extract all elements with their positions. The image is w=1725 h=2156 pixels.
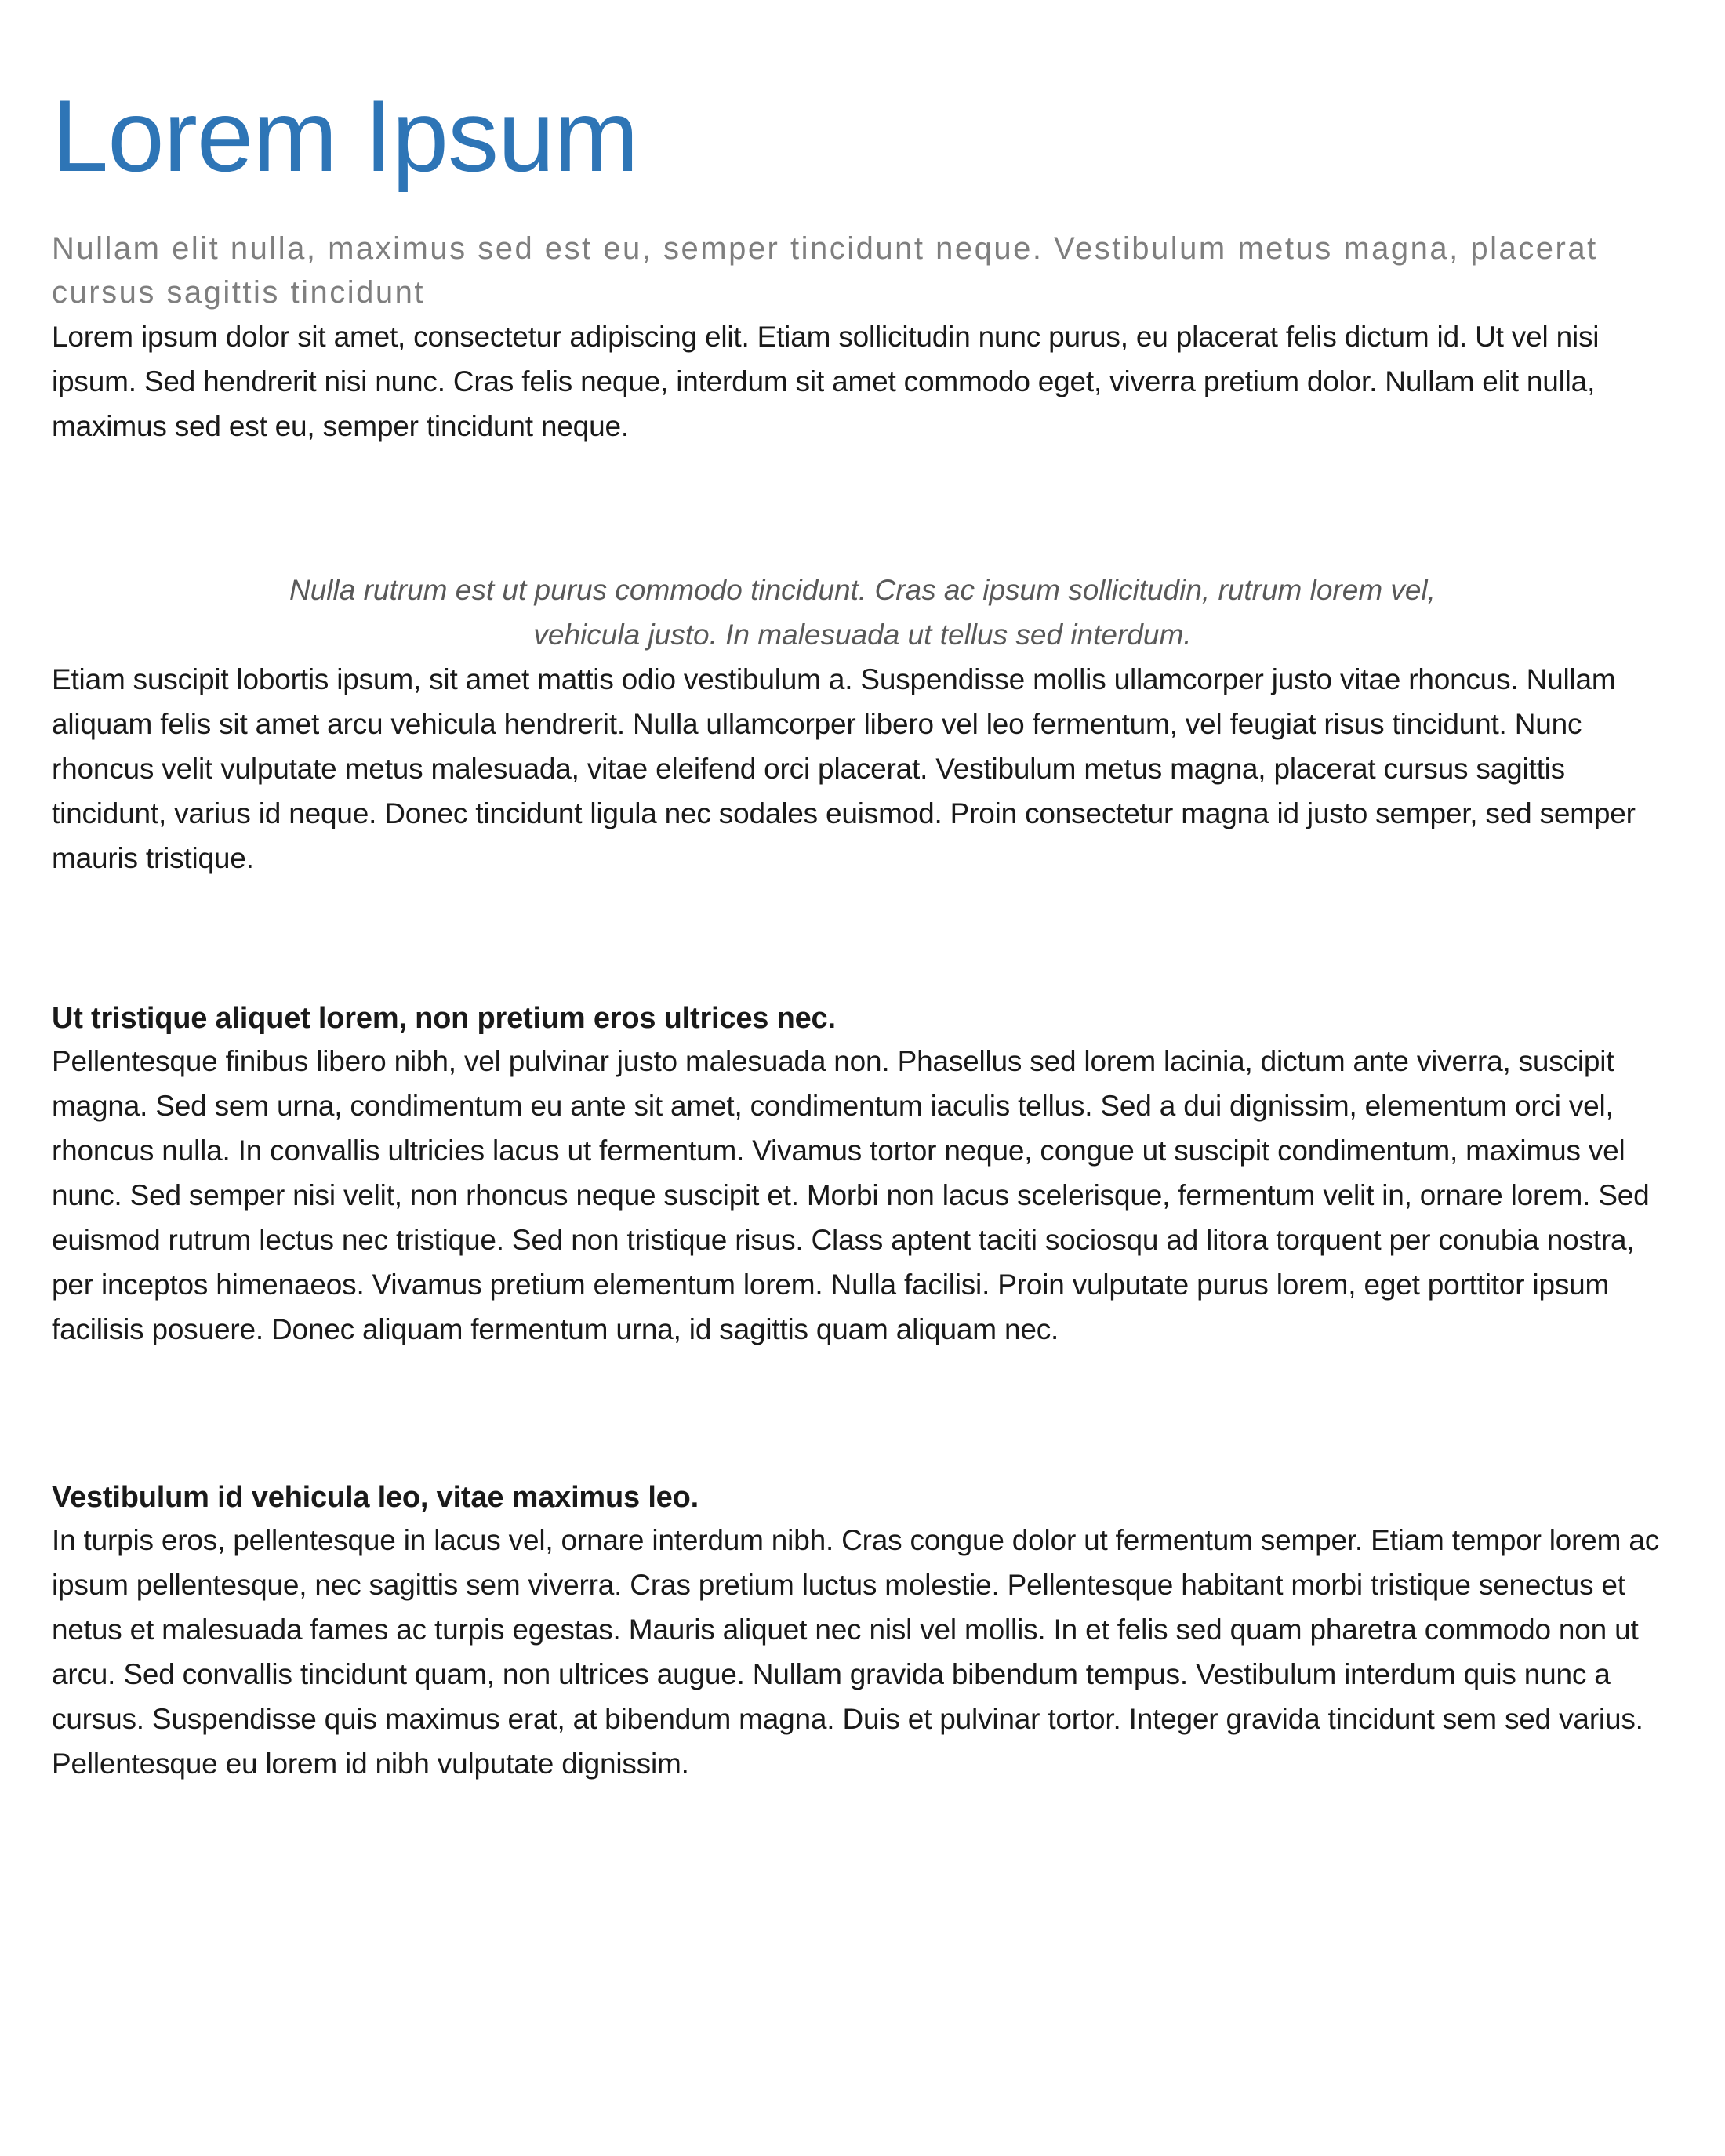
document-title: Lorem Ipsum [52,78,638,193]
body-paragraph-2: Pellentesque finibus libero nibh, vel pulvinar justo malesuada non. Phasellus sed lorem lacinia, dictum ante viverra, suscipit magna. Sed sem urna, condimentum eu ante sit amet, condimentum iaculis tellus. Sed a dui dignissim, elementum orci vel, rhoncus nulla. In convallis ultricies lacus ut fermentum. Vivamus tortor neque, congue ut suscipit condimentum, maximus vel nunc. Sed semper nisi velit, non rhoncus neque suscipit et. Morbi non lacus scelerisque, fermentum velit in, ornare lorem. Sed euismod rutrum lectus nec tristique. Sed non tristique risus. Class aptent taciti sociosqu ad litora torquent per conubia nostra, per inceptos himenaeos. Vivamus pretium elementum lorem. Nulla facilisi. Proin vulputate purus lorem, eget porttitor ipsum facilisis posuere. Donec aliquam fermentum urna, id sagittis quam aliquam nec. [52,1044,1650,1345]
section-heading-2: Vestibulum id vehicula leo, vitae maximus leo. [52,1480,699,1514]
body-paragraph-3: In turpis eros, pellentesque in lacus vel, ornare interdum nibh. Cras congue dolor ut fermentum semper. Etiam tempor lorem ac ipsum pellentesque, nec sagittis sem viverra. Cras pretium luctus molestie. Pellentesque habitant morbi tristique senectus et netus et malesuada fames ac turpis egestas. Mauris aliquet nec nisl vel mollis. In et felis sed quam pharetra commodo non ut arcu. Sed convallis tincidunt quam, non ultrices augue. Nullam gravida bibendum tempus. Vestibulum interdum quis nunc a cursus. Suspendisse quis maximus erat, at bibendum magna. Duis et pulvinar tortor. Integer gravida tincidunt sem sed varius. Pellentesque eu lorem id nibh vulputate dignissim. [52,1523,1660,1780]
document-subtitle: Nullam elit nulla, maximus sed est eu, semper tincidunt neque. Vestibulum metus magna, placerat cursus sagittis tincidunt [52,230,1598,310]
intro-paragraph: Lorem ipsum dolor sit amet, consectetur adipiscing elit. Etiam sollicitudin nunc purus, eu placerat felis dictum id. Ut vel nisi ipsum. Sed hendrerit nisi nunc. Cras felis neque, interdum sit amet commodo eget, viverra pretium dolor. Nullam elit nulla, maximus sed est eu, semper tincidunt neque. [52,320,1600,442]
section-heading-1: Ut tristique aliquet lorem, non pretium eros ultrices nec. [52,1001,836,1035]
pull-quote: Nulla rutrum est ut purus commodo tincidunt. Cras ac ipsum sollicitudin, rutrum lorem vel, vehicula justo. In malesuada ut tellus sed interdum. [289,573,1436,651]
body-paragraph-1: Etiam suscipit lobortis ipsum, sit amet mattis odio vestibulum a. Suspendisse mollis ullamcorper justo vitae rhoncus. Nullam aliquam felis sit amet arcu vehicula hendrerit. Nulla ullamcorper libero vel leo fermentum, vel feugiat risus tincidunt. Nunc rhoncus velit vulputate metus malesuada, vitae eleifend orci placerat. Vestibulum metus magna, placerat cursus sagittis tincidunt, varius id neque. Donec tincidunt ligula nec sodales euismod. Proin consectetur magna id justo semper, sed semper mauris tristique. [52,662,1636,874]
